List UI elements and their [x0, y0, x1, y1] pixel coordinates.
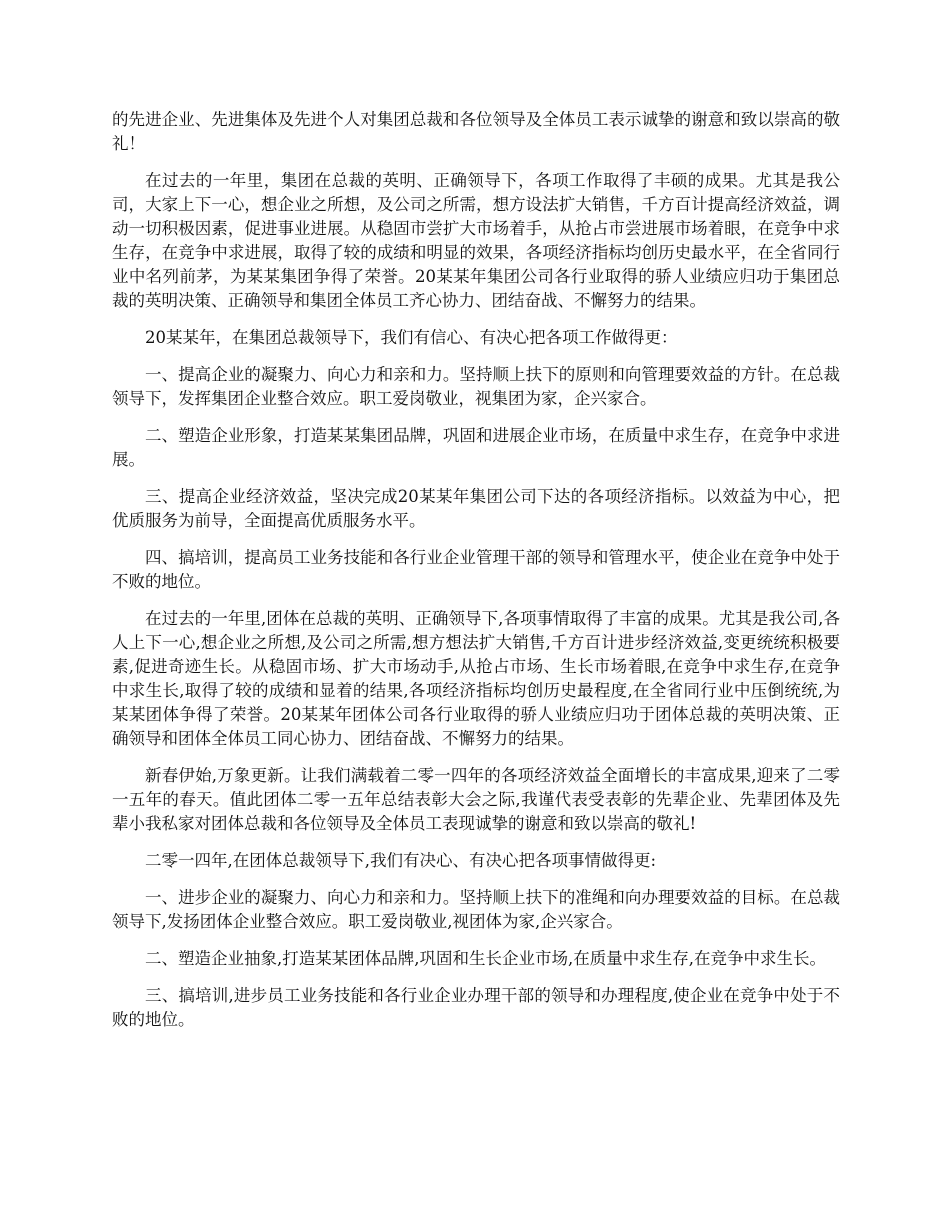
paragraph: 一、进步企业的凝聚力、向心力和亲和力。坚持顺上扶下的准绳和向办理要效益的目标。在总裁领导下,发扬团体企业整合效应。职工爱岗敬业,视团体为家,企兴家合。	[112, 888, 840, 931]
paragraph: 二、塑造企业抽象,打造某某团体品牌,巩固和生长企业市场,在质量中求生存,在竞争中求生长。	[145, 949, 826, 968]
paragraph: 一、提高企业的凝聚力、向心力和亲和力。坚持顺上扶下的原则和向管理要效益的方针。在总裁领导下，发挥集团企业整合效应。职工爱岗敬业，视集团为家，企兴家合。	[112, 365, 840, 408]
paragraph: 在过去的一年里,团体在总裁的英明、正确领导下,各项事情取得了丰富的成果。尤其是我公司,各人上下一心,想企业之所想,及公司之所需,想方想法扩大销售,千方百计进步经济效益,变更统统积极要素,促进奇迹生长。从稳固市场、扩大市场动手,从抢占市场、生长市场着眼,在竞争中求生存,在竞争中求生长,取得了较的成绩和显着的结果,各项经济指标均创历史最程度,在全省同行业中压倒统统,为某某团体争得了荣誉。20某某年团体公司各行业取得的骄人业绩应归功于团体总裁的英明决策、正确领导和团体全体员工同心协力、团结奋战、不懈努力的结果。	[112, 609, 840, 748]
paragraph: 二零一四年,在团体总裁领导下,我们有决心、有决心把各项事情做得更:	[145, 851, 657, 870]
paragraph: 四、搞培训，提高员工业务技能和各行业企业管理干部的领导和管理水平，使企业在竞争中处于不败的地位。	[112, 548, 840, 591]
paragraph: 三、搞培训,进步员工业务技能和各行业企业办理干部的领导和办理程度,使企业在竞争中处于不败的地位。	[112, 986, 840, 1029]
document-body	[112, 108, 840, 1045]
paragraph-continuation: 的先进企业、先进集体及先进个人对集团总裁和各位领导及全体员工表示诚挚的谢意和致以崇高的敬礼！	[112, 110, 840, 153]
paragraph: 三、提高企业经济效益，坚决完成20某某年集团公司下达的各项经济指标。以效益为中心，把优质服务为前导，全面提高优质服务水平。	[112, 487, 840, 530]
paragraph: 在过去的一年里，集团在总裁的英明、正确领导下，各项工作取得了丰硕的成果。尤其是我公司，大家上下一心，想企业之所想，及公司之所需，想方设法扩大销售，千方百计提高经济效益，调动一切积极因素，促进事业进展。从稳固市尝扩大市场着手，从抢占市尝进展市场着眼，在竞争中求生存，在竞争中求进展，取得了较的成绩和明显的效果，各项经济指标均创历史最水平，在全省同行业中名列前茅，为某某集团争得了荣誉。20某某年集团公司各行业取得的骄人业绩应归功于集团总裁的英明决策、正确领导和集团全体员工齐心协力、团结奋战、不懈努力的结果。	[112, 171, 840, 310]
paragraph: 二、塑造企业形象，打造某某集团品牌，巩固和进展企业市场，在质量中求生存，在竞争中求进展。	[112, 426, 840, 469]
paragraph: 20某某年，在集团总裁领导下，我们有信心、有决心把各项工作做得更：	[145, 328, 678, 347]
paragraph: 新春伊始,万象更新。让我们满载着二零一四年的各项经济效益全面增长的丰富成果,迎来了二零一五年的春天。值此团体二零一五年总结表彰大会之际,我谨代表受表彰的先辈企业、先辈团体及先辈小我私家对团体总裁和各位领导及全体员工表现诚挚的谢意和致以崇高的敬礼!	[112, 766, 840, 833]
